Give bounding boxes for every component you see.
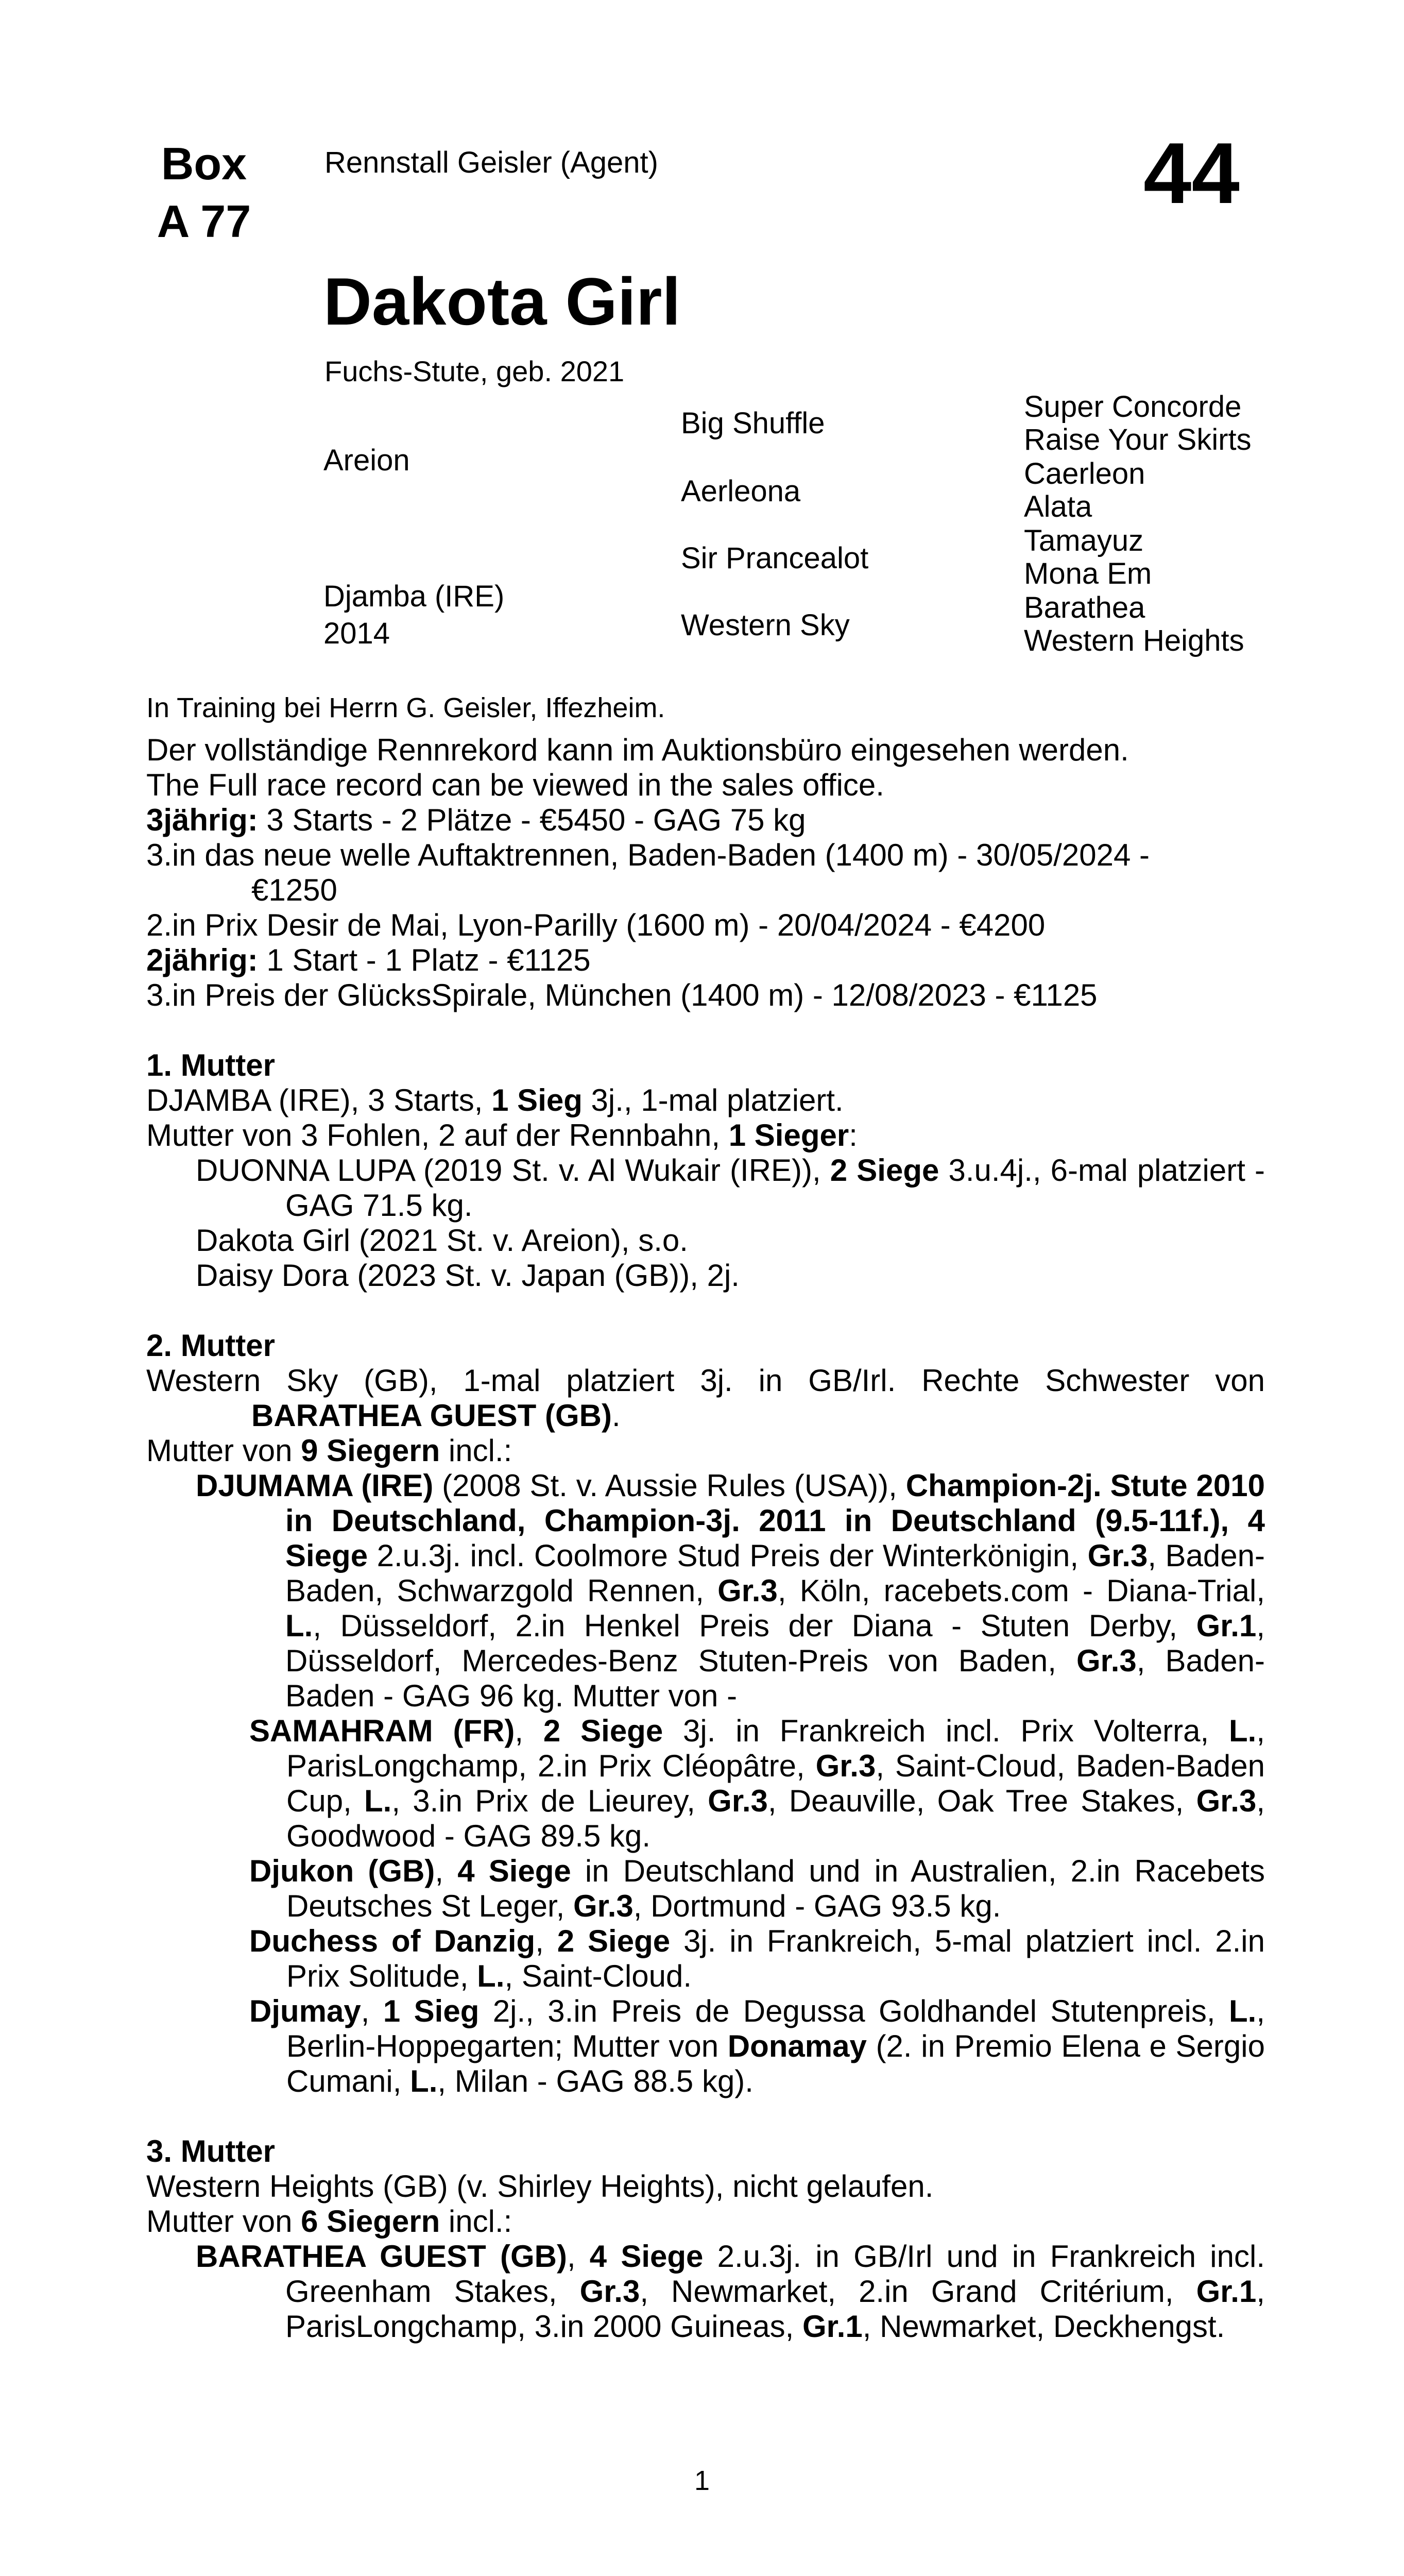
training-info: In Training bei Herrn G. Geisler, Iffezheim. <box>146 692 665 723</box>
pedigree-ggp: Tamayuz <box>1024 524 1144 557</box>
race-line: 2.in Prix Desir de Mai, Lyon-Parilly (1600 m) - 20/04/2024 - €4200 <box>146 908 1046 942</box>
pedigree-ggp: Barathea <box>1024 591 1145 624</box>
pedigree-sire-dam: Aerleona <box>681 474 801 508</box>
race-line: 3.in das neue welle Auftaktrennen, Baden-Baden (1400 m) - 30/05/2024 - <box>146 838 1150 872</box>
progeny-entry: DJUMAMA (IRE) (2008 St. v. Aussie Rules (USA)), Champion-2j. Stute 2010 in Deutschland, Champion-3j. 2011 in Deutschland (9.5-11f.), 4 Siege 2.u.3j. incl. Coolmore Stud Preis der Winterkönigin, Gr.3, Baden-Baden, Schwarzgold Rennen, Gr.3, Köln, racebets.com - Diana-Trial, L., Düsseldorf, 2.in Henkel Preis der Diana - Stuten Derby, Gr.1, Düsseldorf, Mercedes-Benz Stuten-Preis von Baden, Gr.3, Baden-Baden - GAG 96 kg. Mutter von - <box>196 1468 1265 1713</box>
dam1-heading: 1. Mutter <box>146 1048 276 1082</box>
age-label: 2jährig: <box>146 943 258 977</box>
horse-name: Dakota Girl <box>323 264 681 339</box>
record-note-de: Der vollständige Rennrekord kann im Auktionsbüro eingesehen werden. <box>146 733 1129 767</box>
grand-progeny-entry: SAMAHRAM (FR), 2 Siege 3j. in Frankreich incl. Prix Volterra, L., ParisLongchamp, 2.in Prix Cléopâtre, Gr.3, Saint-Cloud, Baden-Baden Cup, L., 3.in Prix de Lieurey, Gr.3, Deauville, Oak Tree Stakes, Gr.3, Goodwood - GAG 89.5 kg. <box>249 1714 1265 1853</box>
progeny-entry: DUONNA LUPA (2019 St. v. Al Wukair (IRE)), 2 Siege 3.u.4j., 6-mal platziert - GAG 71.5 kg. <box>196 1153 1265 1223</box>
agent-name: Rennstall Geisler (Agent) <box>324 146 658 179</box>
pedigree-ggp: Raise Your Skirts <box>1024 423 1252 456</box>
pedigree-ggp: Super Concorde <box>1024 390 1242 423</box>
dam3-heading: 3. Mutter <box>146 2134 276 2168</box>
dam2-line: Mutter von 9 Siegern incl.: <box>146 1433 512 1468</box>
pedigree-dam: Djamba (IRE) <box>323 580 505 613</box>
dam1-line: Mutter von 3 Fohlen, 2 auf der Rennbahn, 1 Sieger: <box>146 1118 858 1153</box>
pedigree-ggp: Alata <box>1024 490 1092 523</box>
dam2-heading: 2. Mutter <box>146 1328 276 1363</box>
pedigree-sire: Areion <box>323 444 410 477</box>
age-label: 3jährig: <box>146 803 258 837</box>
pedigree-ggp: Mona Em <box>1024 557 1152 590</box>
pedigree-dam-year: 2014 <box>323 617 390 650</box>
dam1-line: DJAMBA (IRE), 3 Starts, 1 Sieg 3j., 1-mal platziert. <box>146 1083 844 1117</box>
pedigree-sire-sire: Big Shuffle <box>681 406 825 440</box>
dam3-line: Western Heights (GB) (v. Shirley Heights), nicht gelaufen. <box>146 2169 934 2204</box>
progeny-entry: BARATHEA GUEST (GB), 4 Siege 2.u.3j. in GB/Irl und in Frankreich incl. Greenham Stakes, Gr.3, Newmarket, 2.in Grand Critérium, Gr.1, ParisLongchamp, 3.in 2000 Guineas, Gr.1, Newmarket, Deckhengst. <box>196 2239 1265 2344</box>
grand-progeny-entry: Duchess of Danzig, 2 Siege 3j. in Frankreich, 5-mal platziert incl. 2.in Prix Solitude, L., Saint-Cloud. <box>249 1924 1265 1993</box>
box-title: Box <box>161 138 247 189</box>
page-number: 1 <box>694 2465 710 2496</box>
dam2-line-cont: BARATHEA GUEST (GB). <box>251 1398 621 1433</box>
record-2yo: 2jährig: 1 Start - 1 Platz - €1125 <box>146 943 591 977</box>
dam2-line: Western Sky (GB), 1-mal platziert 3j. in GB/Irl. Rechte Schwester von <box>146 1363 1265 1398</box>
progeny-entry: Dakota Girl (2021 St. v. Areion), s.o. <box>196 1223 688 1258</box>
pedigree-dam-dam: Western Sky <box>681 608 850 642</box>
catalogue-body <box>146 690 1265 2344</box>
pedigree-ggp: Caerleon <box>1024 457 1145 490</box>
horse-description: Fuchs-Stute, geb. 2021 <box>324 355 625 387</box>
race-line: 3.in Preis der GlücksSpirale, München (1400 m) - 12/08/2023 - €1125 <box>146 978 1098 1012</box>
progeny-entry: Daisy Dora (2023 St. v. Japan (GB)), 2j. <box>196 1258 740 1293</box>
dam3-line: Mutter von 6 Siegern incl.: <box>146 2204 512 2239</box>
pedigree-ggp: Western Heights <box>1024 624 1244 657</box>
race-line-cont: €1250 <box>251 873 337 907</box>
lot-number: 44 <box>1143 125 1240 222</box>
grand-progeny-entry: Djumay, 1 Sieg 2j., 3.in Preis de Degussa Goldhandel Stutenpreis, L., Berlin-Hoppegarten; Mutter von Donamay (2. in Premio Elena e Sergio Cumani, L., Milan - GAG 88.5 kg). <box>249 1994 1265 2098</box>
pedigree-dam-sire: Sir Prancealot <box>681 541 869 575</box>
record-3yo: 3jährig: 3 Starts - 2 Plätze - €5450 - GAG 75 kg <box>146 803 806 837</box>
grand-progeny-entry: Djukon (GB), 4 Siege in Deutschland und in Australien, 2.in Racebets Deutsches St Leger, Gr.3, Dortmund - GAG 93.5 kg. <box>249 1854 1265 1923</box>
box-label <box>142 135 266 250</box>
record-note-en: The Full race record can be viewed in the sales office. <box>146 768 884 802</box>
box-number: A 77 <box>157 196 251 247</box>
